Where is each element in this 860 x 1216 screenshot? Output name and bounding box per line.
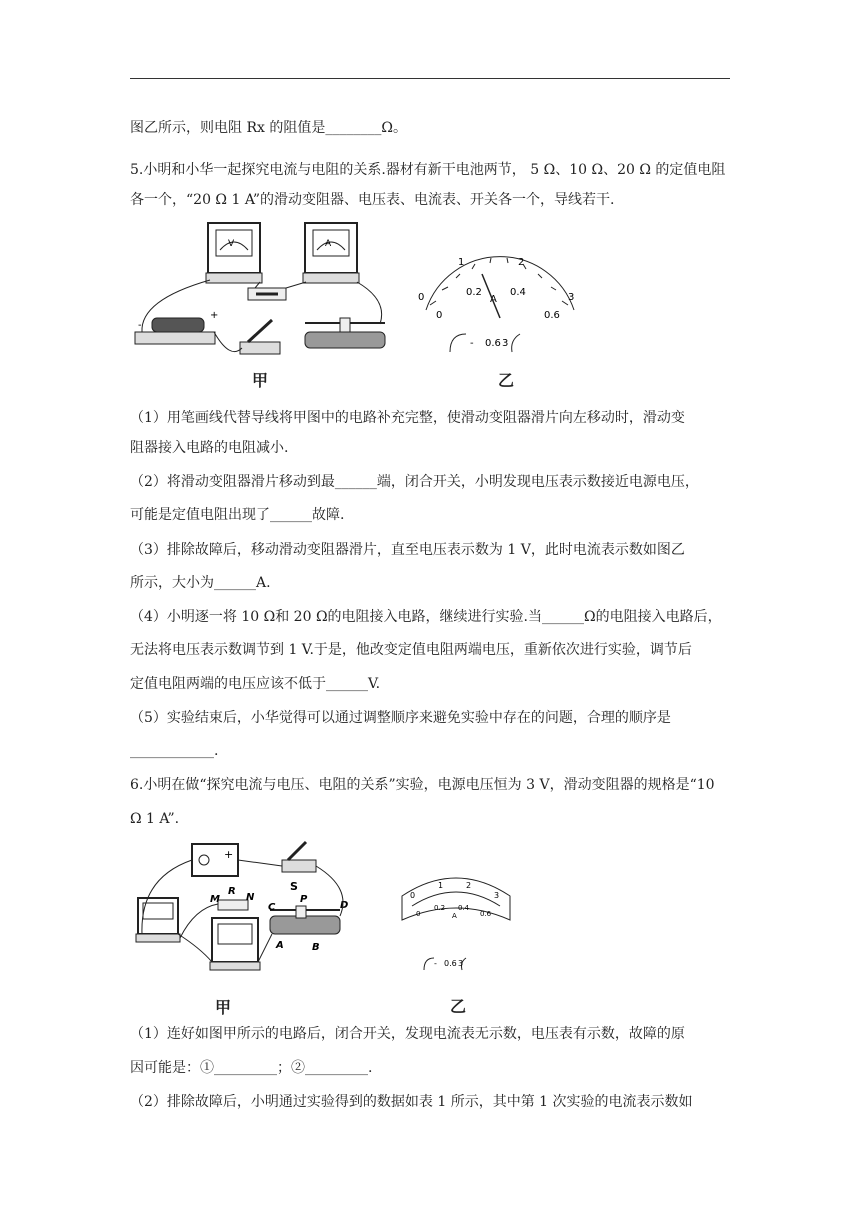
question-6-stem-cont: Ω 1 A”. (130, 811, 180, 827)
dial-bottom-label: 0 (416, 910, 421, 918)
dial-bottom-label: 0.6 (544, 310, 560, 321)
question-5-stem-cont: 各一个，“20 Ω 1 A”的滑动变阻器、电压表、电流表、开关各一个，导线若干. (130, 192, 615, 208)
letter-d: D (340, 900, 349, 911)
letter-r: R (228, 886, 236, 897)
figure-6-caption-yi: 乙 (450, 997, 467, 1016)
figure-6-ammeter-dial (396, 866, 516, 976)
text-line: 图乙所示，则电阻 Rx 的阻值是________Ω。 (130, 120, 407, 136)
terminal-label: 3 (458, 959, 464, 968)
terminal-label: 3 (502, 338, 509, 349)
battery-minus: - (138, 320, 142, 331)
question-5-part-2: （2）将滑动变阻器滑片移动到最______端，闭合开关，小明发现电压表示数接近电源电压， (130, 474, 699, 490)
dial-top-label: 2 (466, 881, 472, 890)
dial-end-label: 0 (418, 292, 425, 303)
terminal-label: - (434, 959, 437, 968)
question-5-part-2-cont: 可能是定值电阻出现了______故障. (130, 507, 345, 523)
ammeter-letter: A (325, 239, 332, 249)
dial-unit: A (490, 294, 497, 305)
figure-5-caption-jia: 甲 (252, 371, 269, 390)
source-plus: + (224, 848, 234, 861)
question-5-part-4-cont: 无法将电压表示数调节到 1 V.于是，他改变定值电阻两端电压，重新依次进行实验，调节后 (130, 642, 692, 658)
dial-top-label: 0 (410, 891, 416, 900)
terminal-label: 0.6 (444, 959, 457, 968)
question-5-part-1: （1）用笔画线代替导线将甲图中的电路补充完整，使滑动变阻器滑片向左移动时，滑动变 (130, 410, 685, 426)
dial-bottom-label: 0.4 (510, 287, 526, 298)
letter-a: A (276, 940, 284, 951)
question-5-part-4: （4）小明逐一将 10 Ω和 20 Ω的电阻接入电路，继续进行实验.当______Ω的电阻接入电路后， (130, 609, 722, 625)
dial-top-label: 1 (458, 257, 465, 268)
letter-n: N (246, 892, 255, 903)
dial-bottom-label: 0.2 (466, 287, 482, 298)
letter-p: P (300, 894, 308, 905)
dial-bottom-label: 0.4 (458, 904, 470, 912)
dial-bottom-label: 0 (436, 310, 443, 321)
letter-s: S (290, 880, 298, 893)
letter-c: C (268, 902, 276, 913)
header-rule (130, 78, 730, 79)
dial-bottom-label: 0.2 (434, 904, 446, 912)
question-5-part-4-cont2: 定值电阻两端的电压应该不低于______V. (130, 676, 381, 692)
dial-unit: A (452, 912, 457, 920)
question-6-part-2: （2）排除故障后，小明通过实验得到的数据如表 1 所示，其中第 1 次实验的电流表示数如 (130, 1094, 693, 1110)
question-6-stem: 6.小明在做“探究电流与电压、电阻的关系”实验，电源电压恒为 3 V，滑动变阻器的规格是“10 (130, 777, 715, 793)
question-5-part-3: （3）排除故障后，移动滑动变阻器滑片，直至电压表示数为 1 V，此时电流表示数如图乙 (130, 542, 685, 558)
terminal-label: - (470, 338, 474, 349)
question-5-part-5-cont: ____________. (130, 743, 219, 759)
dial-top-label: 1 (438, 881, 444, 890)
question-6-part-1: （1）连好如图甲所示的电路后，闭合开关，发现电流表无示数，电压表有示数，故障的原 (130, 1026, 685, 1042)
dial-top-label: 2 (518, 257, 525, 268)
question-5-part-5: （5）实验结束后，小华觉得可以通过调整顺序来避免实验中存在的问题，合理的顺序是 (130, 710, 671, 726)
battery-plus: + (210, 310, 219, 321)
dial-bottom-label: 0.6 (480, 910, 492, 918)
question-6-part-1-cont: 因可能是：①_________；②_________. (130, 1060, 373, 1076)
figure-5-caption-yi: 乙 (498, 371, 515, 390)
dial-end-label: 3 (568, 292, 575, 303)
figure-6-circuit (130, 838, 360, 998)
question-5-stem: 5.小明和小华一起探究电流与电阻的关系.器材有新干电池两节， 5 Ω、10 Ω、20 Ω 的定值电阻 (130, 162, 726, 178)
figure-5-ammeter-dial (410, 250, 590, 365)
terminal-label: 0.6 (485, 338, 501, 349)
dial-top-label: 3 (494, 891, 500, 900)
voltmeter-letter: V (228, 239, 235, 249)
letter-m: M (210, 894, 220, 905)
figure-6-caption-jia: 甲 (215, 998, 232, 1017)
letter-b: B (312, 942, 320, 953)
figure-5-circuit (130, 220, 390, 370)
question-5-part-1-cont: 阻器接入电路的电阻减小. (130, 440, 289, 456)
question-5-part-3-cont: 所示，大小为______A. (130, 575, 271, 591)
